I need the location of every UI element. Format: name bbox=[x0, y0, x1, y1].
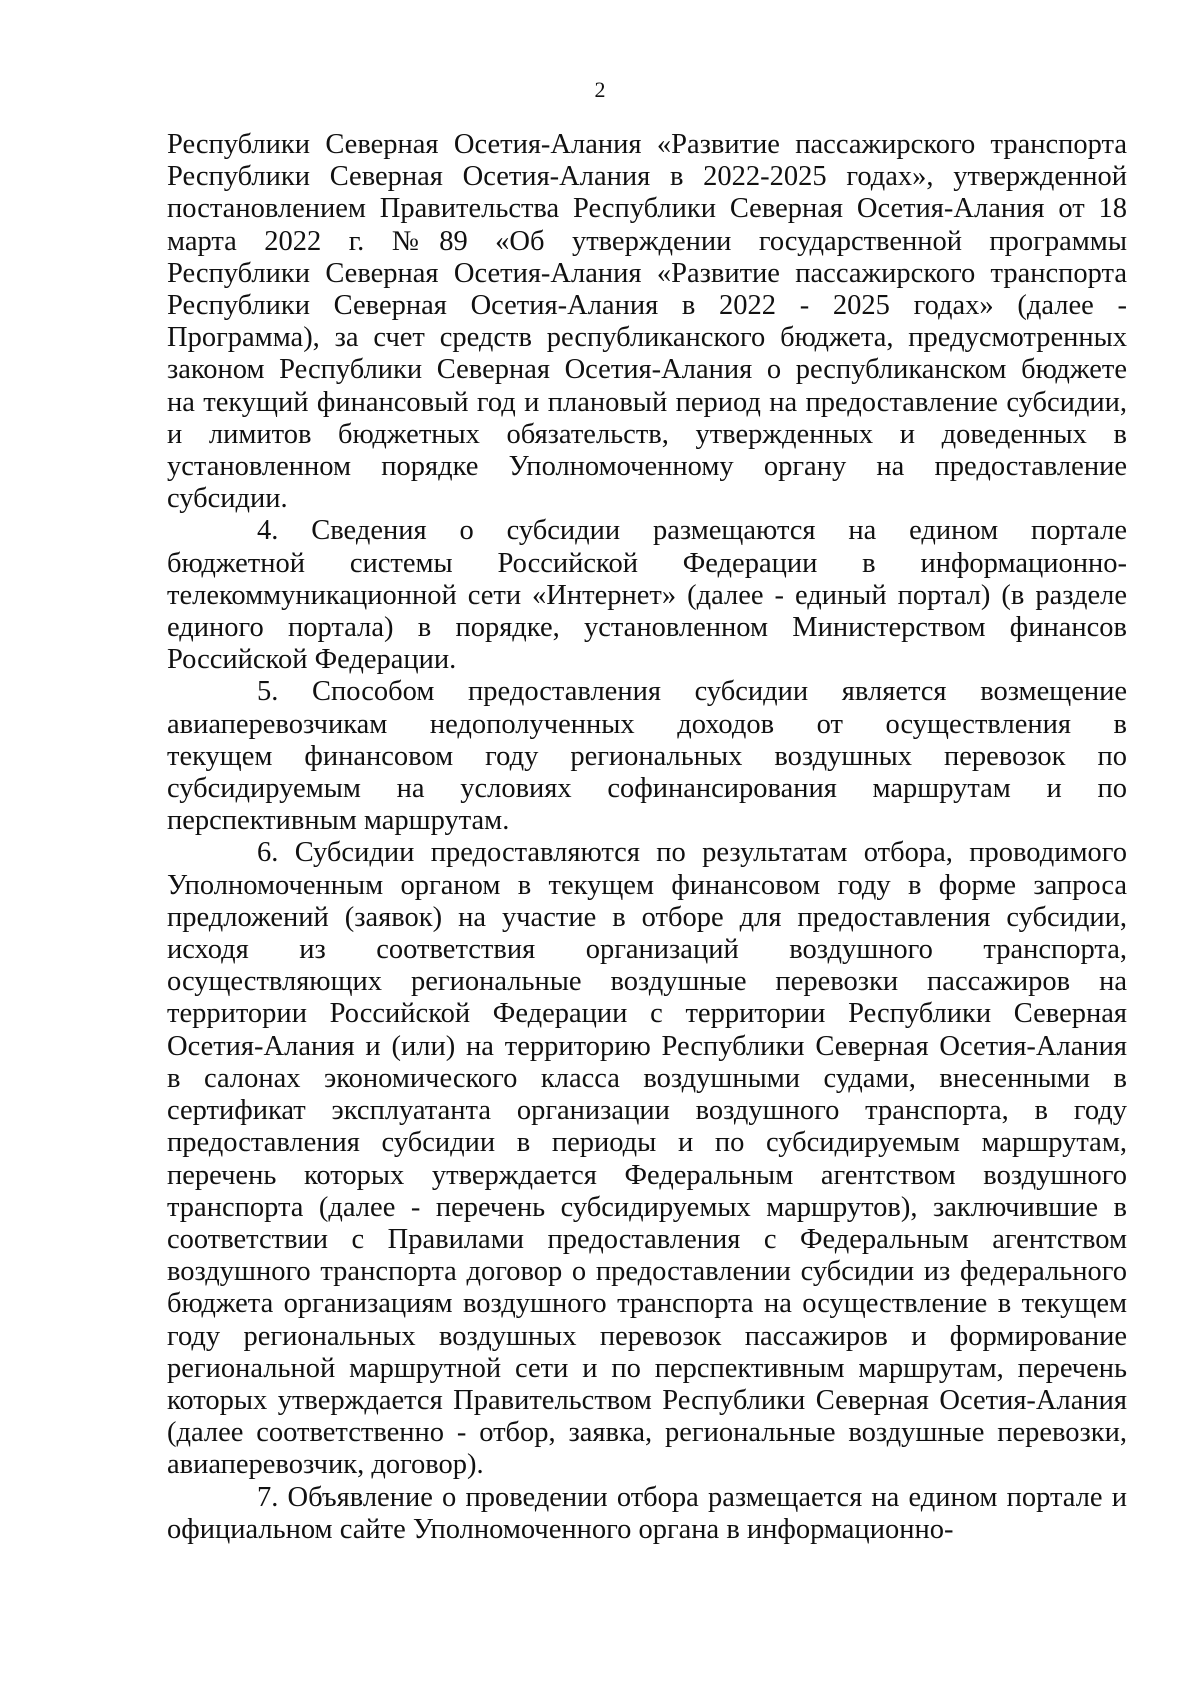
text-line: бюджетной системы Российской Федерации в информационно- bbox=[167, 547, 1127, 579]
text-line: постановлением Правительства Республики Северная Осетия-Алания от 18 bbox=[167, 193, 1127, 225]
text-line: перспективным маршрутам. bbox=[167, 805, 510, 837]
text-line: телекоммуникационной сети «Интернет» (далее - единый портал) (в разделе bbox=[167, 579, 1127, 611]
paragraph bbox=[167, 129, 1127, 515]
text-line: воздушного транспорта договор о предоставлении субсидии из федерального bbox=[167, 1256, 1127, 1288]
paragraph bbox=[167, 676, 1127, 837]
text-line: территории Российской Федерации с территории Республики Северная bbox=[167, 998, 1127, 1030]
text-line: перечень которых утверждается Федеральным агентством воздушного bbox=[167, 1159, 1127, 1191]
text-line: Республики Северная Осетия-Алания «Развитие пассажирского транспорта bbox=[167, 129, 1127, 160]
text-line: предоставления субсидии в периоды и по субсидируемым маршрутам, bbox=[167, 1127, 1127, 1159]
paragraph bbox=[167, 1482, 1127, 1546]
text-line: исходя из соответствия организаций воздушного транспорта, bbox=[167, 934, 1127, 966]
text-line: которых утверждается Правительством Республики Северная Осетия-Алания bbox=[167, 1384, 1127, 1416]
text-line: Уполномоченным органом в текущем финансовом году в форме запроса bbox=[167, 869, 1127, 901]
text-line: установленном порядке Уполномоченному органу на предоставление bbox=[167, 451, 1127, 483]
paragraph bbox=[167, 515, 1127, 676]
text-line: 5. Способом предоставления субсидии является возмещение bbox=[257, 676, 1127, 708]
text-line: сертификат эксплуатанта организации воздушного транспорта, в году bbox=[167, 1095, 1127, 1127]
text-line: (далее соответственно - отбор, заявка, региональные воздушные перевозки, bbox=[167, 1417, 1127, 1449]
text-line: бюджета организациям воздушного транспорта на осуществление в текущем bbox=[167, 1288, 1127, 1320]
text-line: Программа), за счет средств республиканского бюджета, предусмотренных bbox=[167, 322, 1127, 354]
text-line: в салонах экономического класса воздушными судами, внесенными в bbox=[167, 1062, 1127, 1094]
document-body bbox=[167, 129, 1127, 1546]
text-line: году региональных воздушных перевозок пассажиров и формирование bbox=[167, 1320, 1127, 1352]
text-line: субсидируемым на условиях софинансирования маршрутам и по bbox=[167, 773, 1127, 805]
text-line: единого портала) в порядке, установленном Министерством финансов bbox=[167, 612, 1127, 644]
text-line: Республики Северная Осетия-Алания в 2022 - 2025 годах» (далее - bbox=[167, 290, 1127, 322]
text-line: авиаперевозчик, договор). bbox=[167, 1449, 484, 1481]
text-line: транспорта (далее - перечень субсидируемых маршрутов), заключившие в bbox=[167, 1191, 1127, 1223]
text-line: Республики Северная Осетия-Алания в 2022-2025 годах», утвержденной bbox=[167, 161, 1127, 193]
text-line: авиаперевозчикам недополученных доходов от осуществления в bbox=[167, 708, 1127, 740]
text-line: марта 2022 г. №89 «Об утверждении государственной программы bbox=[167, 225, 1127, 257]
text-line: 6. Субсидии предоставляются по результатам отбора, проводимого bbox=[257, 837, 1127, 869]
paragraph bbox=[167, 837, 1127, 1481]
text-line: официальном сайте Уполномоченного органа в информационно- bbox=[167, 1513, 954, 1545]
page-number: 2 bbox=[594, 77, 606, 102]
text-line: субсидии. bbox=[167, 483, 288, 515]
text-line: предложений (заявок) на участие в отборе для предоставления субсидии, bbox=[167, 901, 1127, 933]
text-line: на текущий финансовый год и плановый период на предоставление субсидии, bbox=[167, 386, 1127, 418]
text-line: Республики Северная Осетия-Алания «Развитие пассажирского транспорта bbox=[167, 257, 1127, 289]
text-line: текущем финансовом году региональных воздушных перевозок по bbox=[167, 740, 1127, 772]
text-line: и лимитов бюджетных обязательств, утвержденных и доведенных в bbox=[167, 418, 1127, 450]
text-line: региональной маршрутной сети и по перспективным маршрутам, перечень bbox=[167, 1352, 1127, 1384]
text-line: соответствии с Правилами предоставления с Федеральным агентством bbox=[167, 1223, 1127, 1255]
text-line: Российской Федерации. bbox=[167, 644, 457, 676]
text-line: Осетия-Алания и (или) на территорию Республики Северная Осетия-Алания bbox=[167, 1030, 1127, 1062]
text-line: 4. Сведения о субсидии размещаются на едином портале bbox=[257, 515, 1127, 547]
text-line: законом Республики Северная Осетия-Алания о республиканском бюджете bbox=[167, 354, 1127, 386]
text-line: 7. Объявление о проведении отбора размещается на едином портале и bbox=[257, 1481, 1127, 1513]
text-line: осуществляющих региональные воздушные перевозки пассажиров на bbox=[167, 966, 1127, 998]
